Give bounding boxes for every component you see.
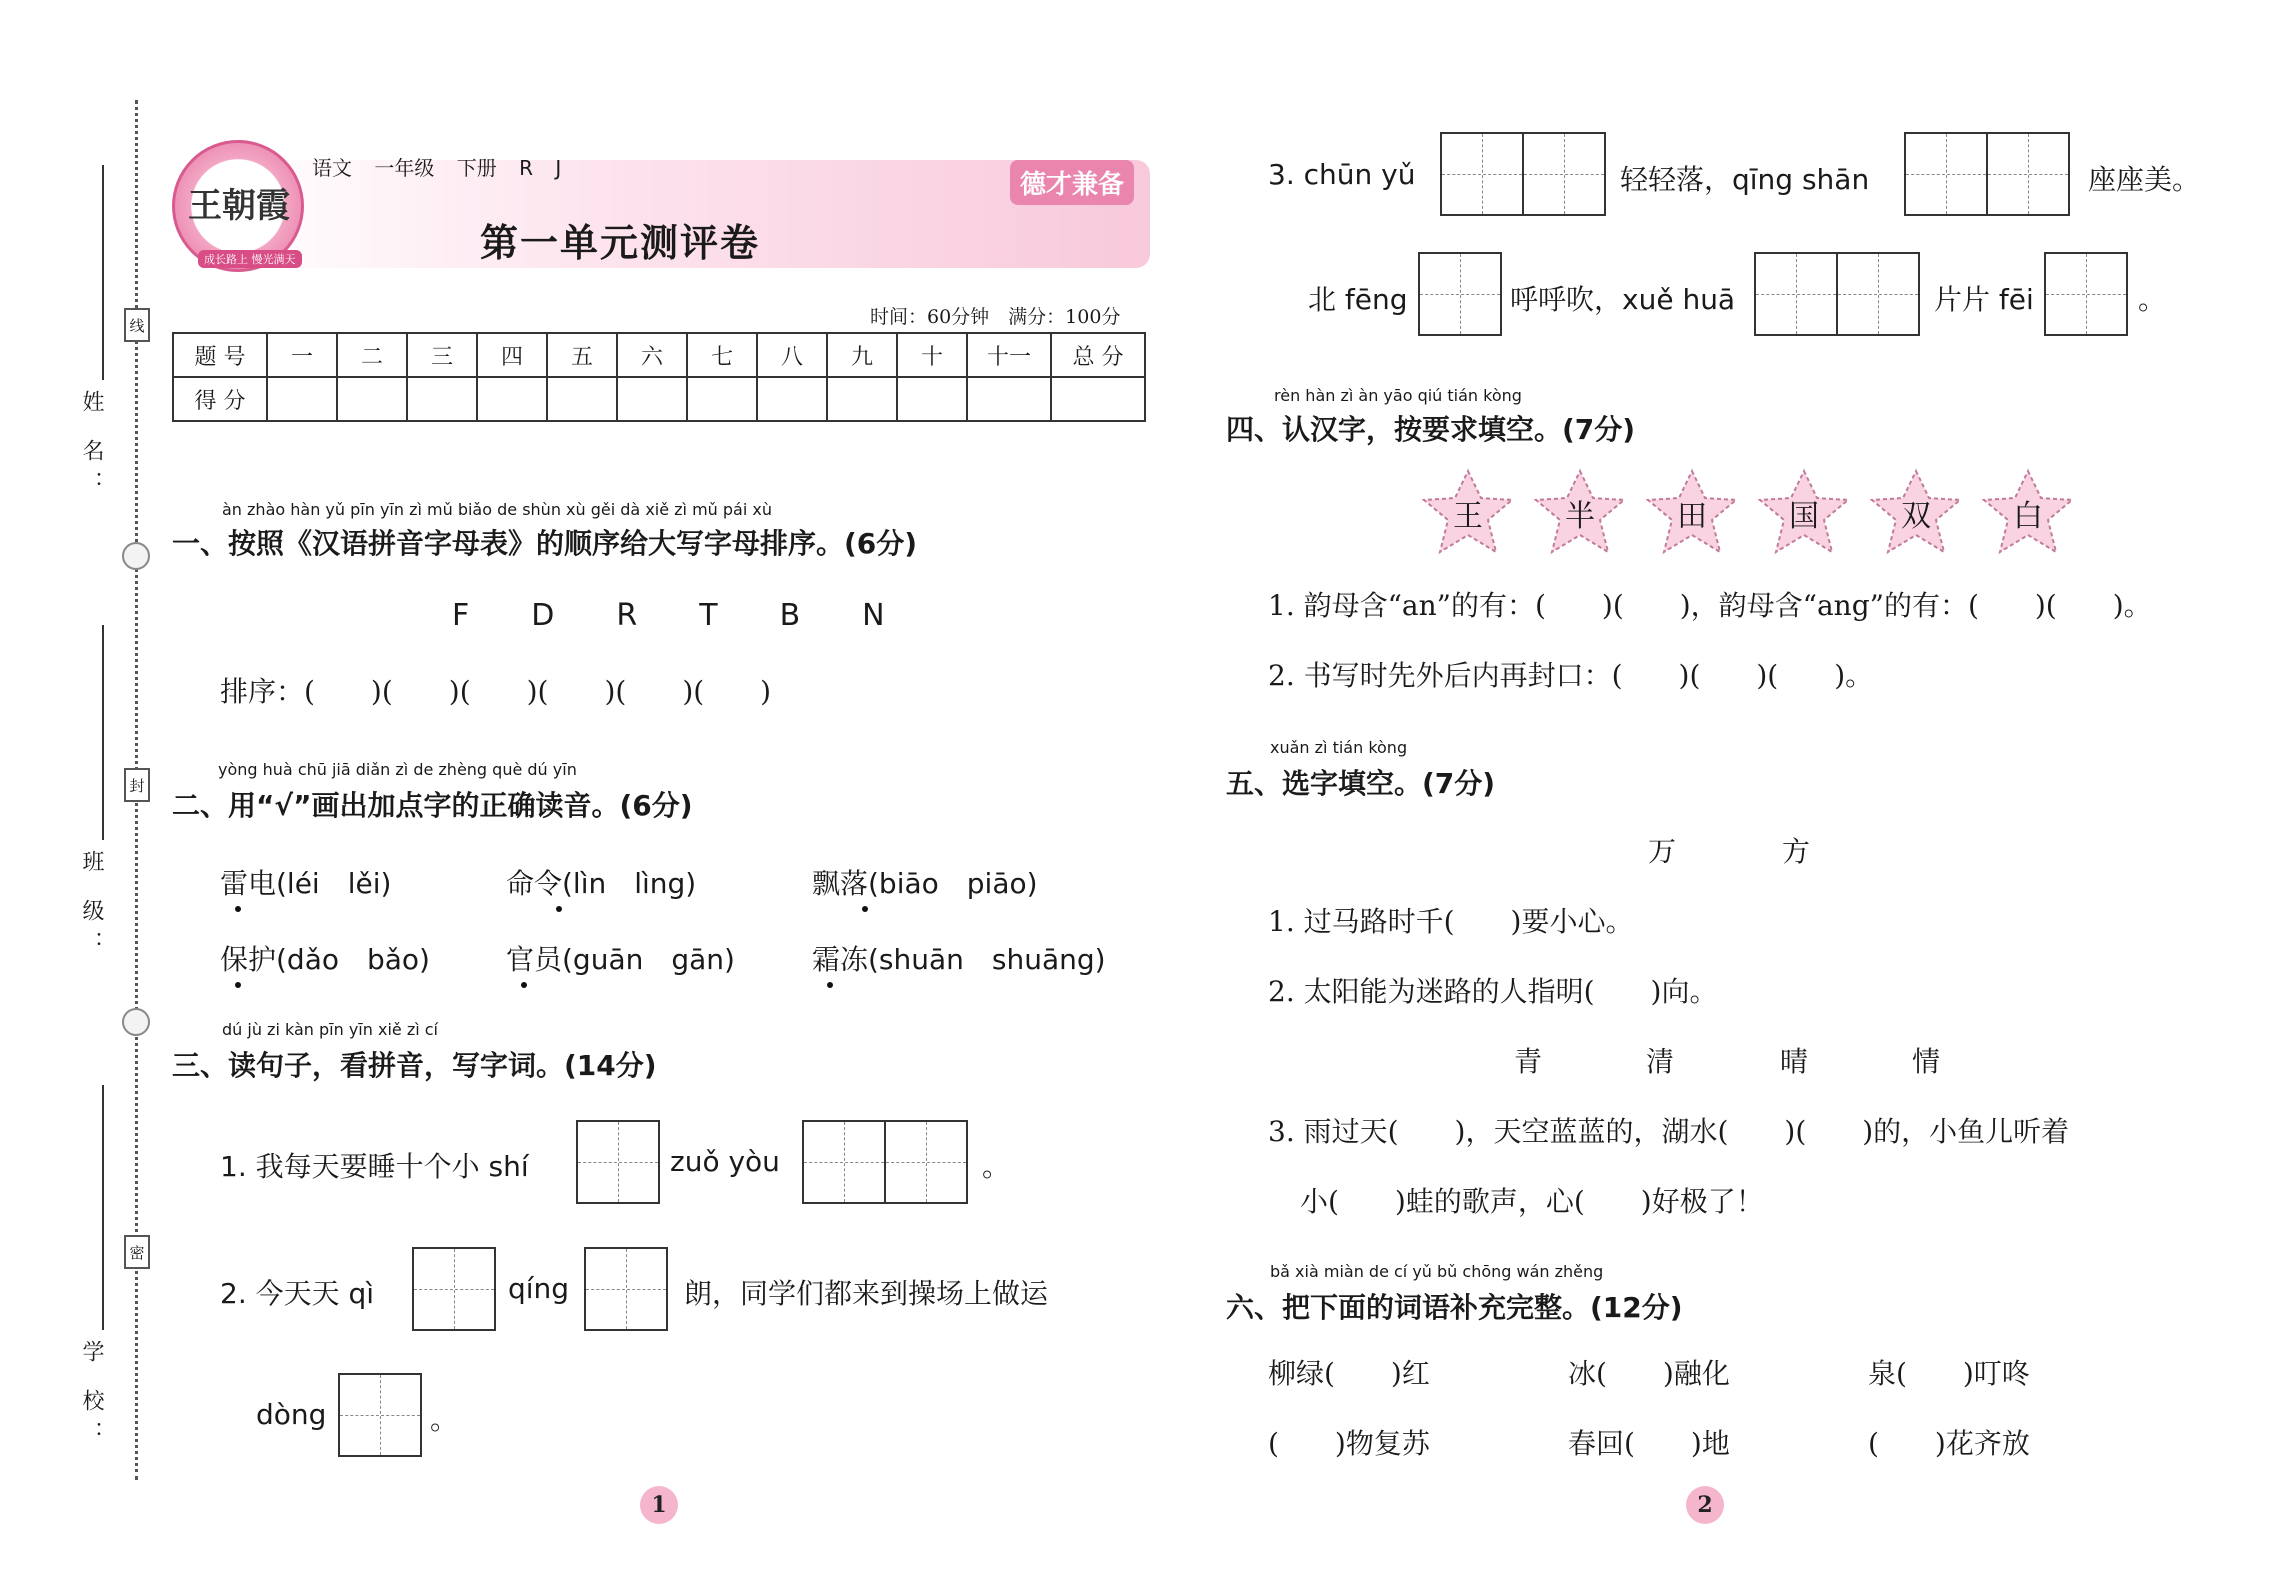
char-star [1418,468,1518,558]
q4-item2[interactable]: 2. 书写时先外后内再封口：( )( )( )。 [1268,659,1874,692]
writing-box[interactable] [1836,252,1920,336]
q5-option: 青 [1514,1045,1543,1078]
writing-box[interactable] [584,1247,668,1331]
writing-box-group [2044,252,2126,336]
emphasis-dot [235,982,241,988]
q6-idiom[interactable]: ( )物复苏 [1268,1427,1430,1460]
writing-box-group [412,1247,494,1331]
q5-heading: 五、选字填空。(7分) [1226,767,1496,800]
writing-box-group [338,1373,420,1457]
score-cell: 题 号 [173,333,267,377]
writing-box[interactable] [802,1120,886,1204]
emphasis-dot [235,906,241,912]
q3-sentence3-line2: 北 fēng [1308,283,1408,316]
score-input[interactable] [407,377,477,421]
q2-word[interactable]: 雷电(léi lěi) [220,867,392,900]
q2-heading: 二、用“√”画出加点字的正确读音。(6分) [172,789,693,822]
binding-hole [122,542,150,570]
q3-sentence3-cont: 轻轻落，qīng shān [1620,163,1870,196]
score-header-row [173,333,1145,377]
emphasis-dot [827,982,833,988]
q5-option: 晴 [1780,1045,1809,1078]
logo-subtitle: 成长路上 慢光满天 [198,250,302,268]
letter: B [779,598,801,633]
q6-pinyin: bǎ xià miàn de cí yǔ bǔ chōng wán zhěng [1270,1262,1604,1281]
q3-period: 。 [2138,283,2167,316]
q3-pinyin-prompt: dòng [256,1398,327,1431]
q6-heading: 六、把下面的词语补充完整。(12分) [1226,1291,1683,1324]
q2-pinyin: yòng huà chū jiā diǎn zì de zhèng què dú yīn [218,760,577,779]
q3-period: 。 [982,1150,1011,1183]
writing-box[interactable] [884,1120,968,1204]
writing-box[interactable] [1754,252,1838,336]
time-info: 时间：60分钟 满分：100分 [870,306,1121,328]
writing-box-group [802,1120,966,1204]
name-line [102,165,104,380]
char-star [1978,468,2078,558]
class-line [102,625,104,840]
q1-heading: 一、按照《汉语拼音字母表》的顺序给大写字母排序。(6分) [172,527,918,560]
logo-text: 王朝霞 [188,186,290,226]
name-label: 姓 名： [79,390,104,503]
score-cell: 四 [477,333,547,377]
q3-sentence2-cont: 朗，同学们都来到操场上做运 [684,1277,1049,1310]
q5-pinyin: xuǎn zì tián kòng [1270,738,1408,757]
emphasis-dot [556,906,562,912]
badge: 德才兼备 [1010,160,1134,205]
emphasis-dot [862,906,868,912]
score-cell: 九 [827,333,897,377]
score-input[interactable] [337,377,407,421]
q5-option: 清 [1646,1045,1675,1078]
q1-pinyin: àn zhào hàn yǔ pīn yīn zì mǔ biǎo de shùn xù gěi dà xiě zì mǔ pái xù [222,500,772,519]
subject-line: 语文 一年级 下册 R J [312,156,562,180]
q4-pinyin: rèn hàn zì àn yāo qiú tián kòng [1274,386,1522,405]
score-value-row [173,377,1145,421]
char-star [1754,468,1854,558]
writing-box[interactable] [576,1120,660,1204]
char-star [1866,468,1966,558]
writing-box[interactable] [2044,252,2128,336]
q5-item1[interactable]: 1. 过马路时千( )要小心。 [1268,905,1634,938]
q3-pinyin-prompt: zuǒ yòu [670,1145,780,1178]
score-input[interactable] [687,377,757,421]
q1-answer-line[interactable]: 排序：( )( )( )( )( )( ) [220,675,772,708]
q4-heading: 四、认汉字，按要求填空。(7分) [1226,413,1636,446]
score-cell: 八 [757,333,827,377]
q2-word[interactable]: 命令(lìn lìng) [506,867,697,900]
q1-letters [452,598,885,633]
q3-pinyin-prompt: qíng [508,1272,570,1305]
q3-heading: 三、读句子，看拼音，写字词。(14分) [172,1049,657,1082]
score-input[interactable] [267,377,337,421]
score-input[interactable] [897,377,967,421]
q6-idiom[interactable]: 柳绿( )红 [1268,1357,1430,1390]
score-input[interactable] [967,377,1051,421]
writing-box-group [1754,252,1918,336]
q3-sentence2: 2. 今天天 qì [220,1277,375,1310]
letter: N [862,598,885,633]
writing-box-group [1418,252,1500,336]
score-cell: 十一 [967,333,1051,377]
writing-box[interactable] [1904,132,1988,216]
q5-option: 万 [1648,835,1677,868]
q3-sentence1: 1. 我每天要睡十个小 shí [220,1150,529,1183]
q2-word[interactable]: 保护(dǎo bǎo) [220,943,430,976]
q6-idiom[interactable]: ( )花齐放 [1868,1427,2030,1460]
writing-box-group [1904,132,2068,216]
char: 白 [2013,499,2043,534]
q5-option: 方 [1782,835,1811,868]
writing-box[interactable] [1418,252,1502,336]
score-input[interactable] [617,377,687,421]
q3-pinyin: dú jù zi kàn pīn yīn xiě zì cí [222,1020,438,1039]
score-input[interactable] [477,377,547,421]
q6-idiom[interactable]: 春回( )地 [1568,1427,1730,1460]
letter: D [531,598,555,633]
q5-option: 情 [1912,1045,1941,1078]
char: 半 [1565,499,1595,534]
char-star [1642,468,1742,558]
score-cell: 五 [547,333,617,377]
q3-sentence3: 3. chūn yǔ [1268,158,1416,191]
score-cell: 三 [407,333,477,377]
q5-item3-cont[interactable]: 小( )蛙的歌声，心( )好极了！ [1300,1185,1764,1218]
writing-box[interactable] [1986,132,2070,216]
score-cell: 总 分 [1051,333,1145,377]
score-cell: 七 [687,333,757,377]
binding-hole [122,1008,150,1036]
score-cell: 二 [337,333,407,377]
q6-idiom[interactable]: 泉( )叮咚 [1868,1357,2030,1390]
writing-box[interactable] [412,1247,496,1331]
letter: T [699,598,718,633]
writing-box-group [1440,132,1604,216]
q5-item2[interactable]: 2. 太阳能为迷路的人指明( )向。 [1268,975,1718,1008]
score-cell: 一 [267,333,337,377]
score-input[interactable] [547,377,617,421]
score-table [172,332,1146,422]
school-label: 学 校： [79,1340,104,1453]
q6-idiom[interactable]: 冰( )融化 [1568,1357,1730,1390]
q3-sentence3-line2-cont: 呼呼吹，xuě huā [1510,283,1736,316]
score-cell: 得 分 [173,377,267,421]
score-input[interactable] [1051,377,1145,421]
letter: R [616,598,638,633]
class-label: 班 级： [79,850,104,963]
q2-word[interactable]: 霜冻(shuān shuāng) [812,943,1106,976]
page-number: 1 [640,1486,678,1524]
char: 王 [1453,499,1483,534]
school-line [102,1085,104,1330]
q5-item3[interactable]: 3. 雨过天( )，天空蓝蓝的，湖水( )( )的，小鱼儿听着 [1268,1115,2070,1148]
page-title: 第一单元测评卷 [480,221,761,265]
q4-item1[interactable]: 1. 韵母含“an”的有：( )( )，韵母含“ang”的有：( )( )。 [1268,589,2152,622]
char: 田 [1677,499,1707,534]
seal-mark: 封 [124,768,150,802]
score-cell: 十 [897,333,967,377]
writing-box[interactable] [1522,132,1606,216]
page-number: 2 [1686,1486,1724,1524]
writing-box-group [576,1120,658,1204]
score-cell: 六 [617,333,687,377]
letter: F [452,598,470,633]
char: 国 [1789,499,1819,534]
line-mark: 线 [124,308,150,342]
emphasis-dot [521,982,527,988]
writing-box[interactable] [1440,132,1524,216]
char-star [1530,468,1630,558]
q2-word[interactable]: 官员(guān gān) [506,943,735,976]
writing-box-group [584,1247,666,1331]
score-input[interactable] [757,377,827,421]
q2-word[interactable]: 飘落(biāo piāo) [812,867,1038,900]
writing-box[interactable] [338,1373,422,1457]
score-input[interactable] [827,377,897,421]
dense-mark: 密 [124,1235,150,1269]
q3-sentence3-end: 座座美。 [2088,163,2201,196]
q3-sentence3-line2-cont: 片片 fēi [1934,283,2034,316]
char: 双 [1901,499,1931,534]
q3-period: 。 [430,1403,459,1436]
